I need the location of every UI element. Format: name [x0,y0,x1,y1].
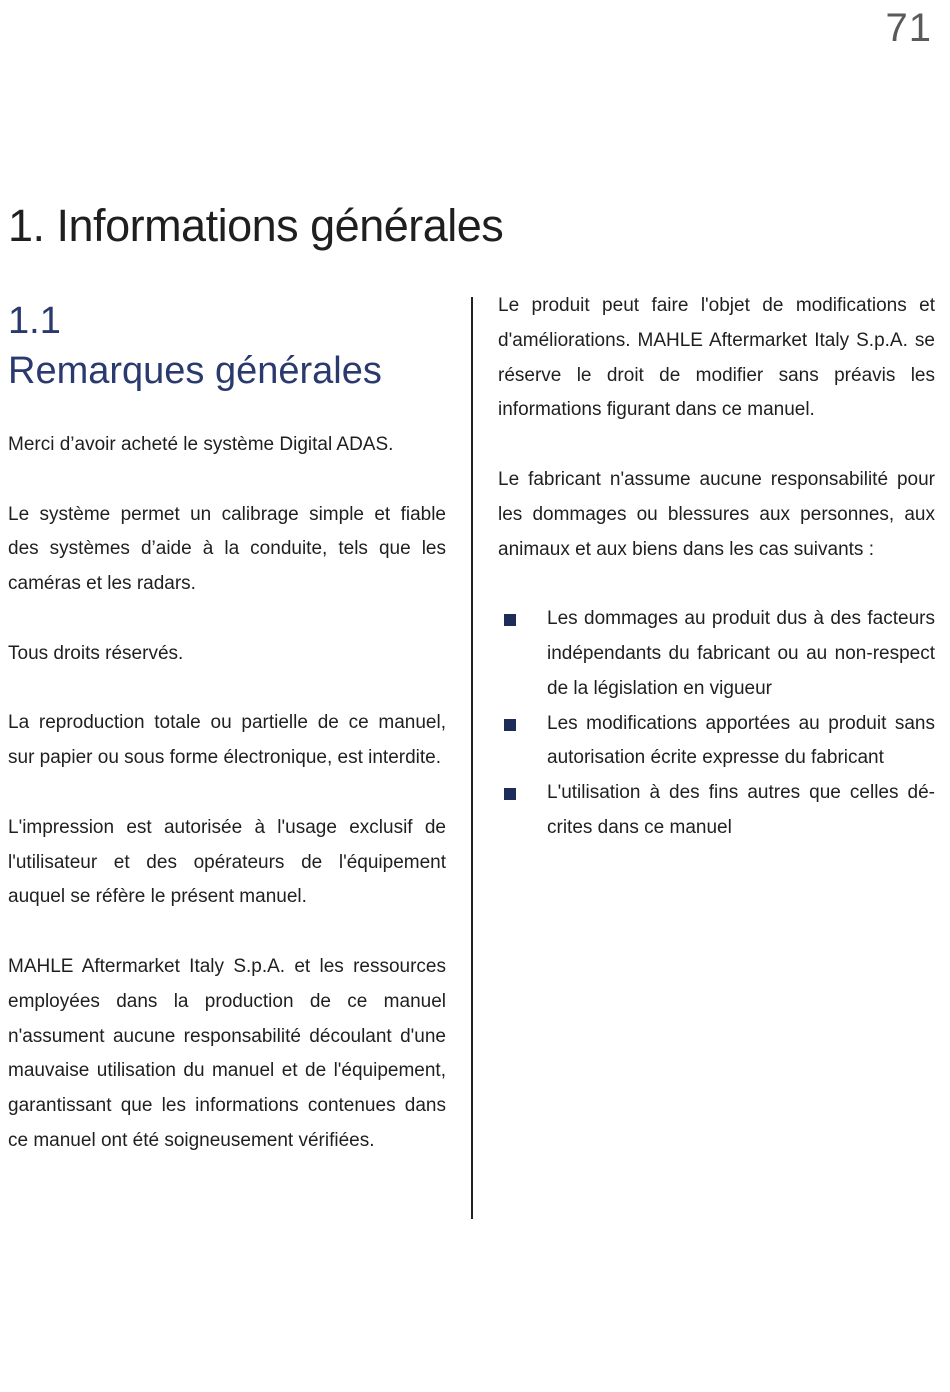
list-item-text: L'utilisation à des fins autres que celles décrites dans ce manuel [547,782,935,838]
square-bullet-icon [504,788,516,800]
square-bullet-icon [504,719,516,731]
paragraph-system-description: Le système permet un calibrage simple et fiable des systèmes d’aide à la conduite, tels que les caméras et les radars. [8,503,446,595]
paragraph-manufacturer-disclaimer: Le fabricant n'assume aucune responsabilité pour les dommages ou blessures aux personnes, aux animaux et aux biens dans les cas suivants : [498,468,935,560]
paragraph-liability: MAHLE Aftermarket Italy S.p.A. et les ressources employées dans la production de ce manuel n'assument aucune responsabilité découlant d'une mauvaise utilisation du manuel et de l'équipement, garantissant que les informations contenues dans ce manuel ont été soigneusement vérifiées. [8,955,446,1151]
column-divider [471,297,473,1219]
disclaimer-list [498,602,935,846]
paragraph-modifications: Le produit peut faire l'objet de modifications et d'améliorations. MAHLE Aftermarket Italy S.p.A. se réserve le droit de modifier sans préavis les informations figurant dans ce manuel. [498,295,935,421]
right-column [498,289,935,846]
left-column [8,428,446,1194]
list-item-text: Les dommages au produit dus à des facteurs indépendants du fabricant ou au non-respect de la législation en vigueur [547,608,935,699]
paragraph-printing: L'impression est autorisée à l'usage exclusif de l'utilisateur et des opérateurs de l'équipement auquel se réfère le présent manuel. [8,816,446,908]
list-item [498,602,935,706]
section-number: 1.1 [8,300,61,342]
paragraph-rights-reserved: Tous droits réservés. [8,642,184,664]
list-item [498,707,935,777]
chapter-title: 1. Informations générales [8,200,504,251]
section-heading [8,296,382,396]
paragraph-thanks: Merci d’avoir acheté le système Digital ADAS. [8,434,394,455]
page-number: 71 [885,6,932,50]
list-item [498,776,935,846]
section-title: Remarques générales [8,350,382,392]
paragraph-reproduction: La reproduction totale ou partielle de ce manuel, sur papier ou sous forme électronique, est interdite. [8,712,446,769]
square-bullet-icon [504,614,516,626]
list-item-text: Les modifications apportées au produit sans autorisation écrite expresse du fabricant [547,712,935,769]
